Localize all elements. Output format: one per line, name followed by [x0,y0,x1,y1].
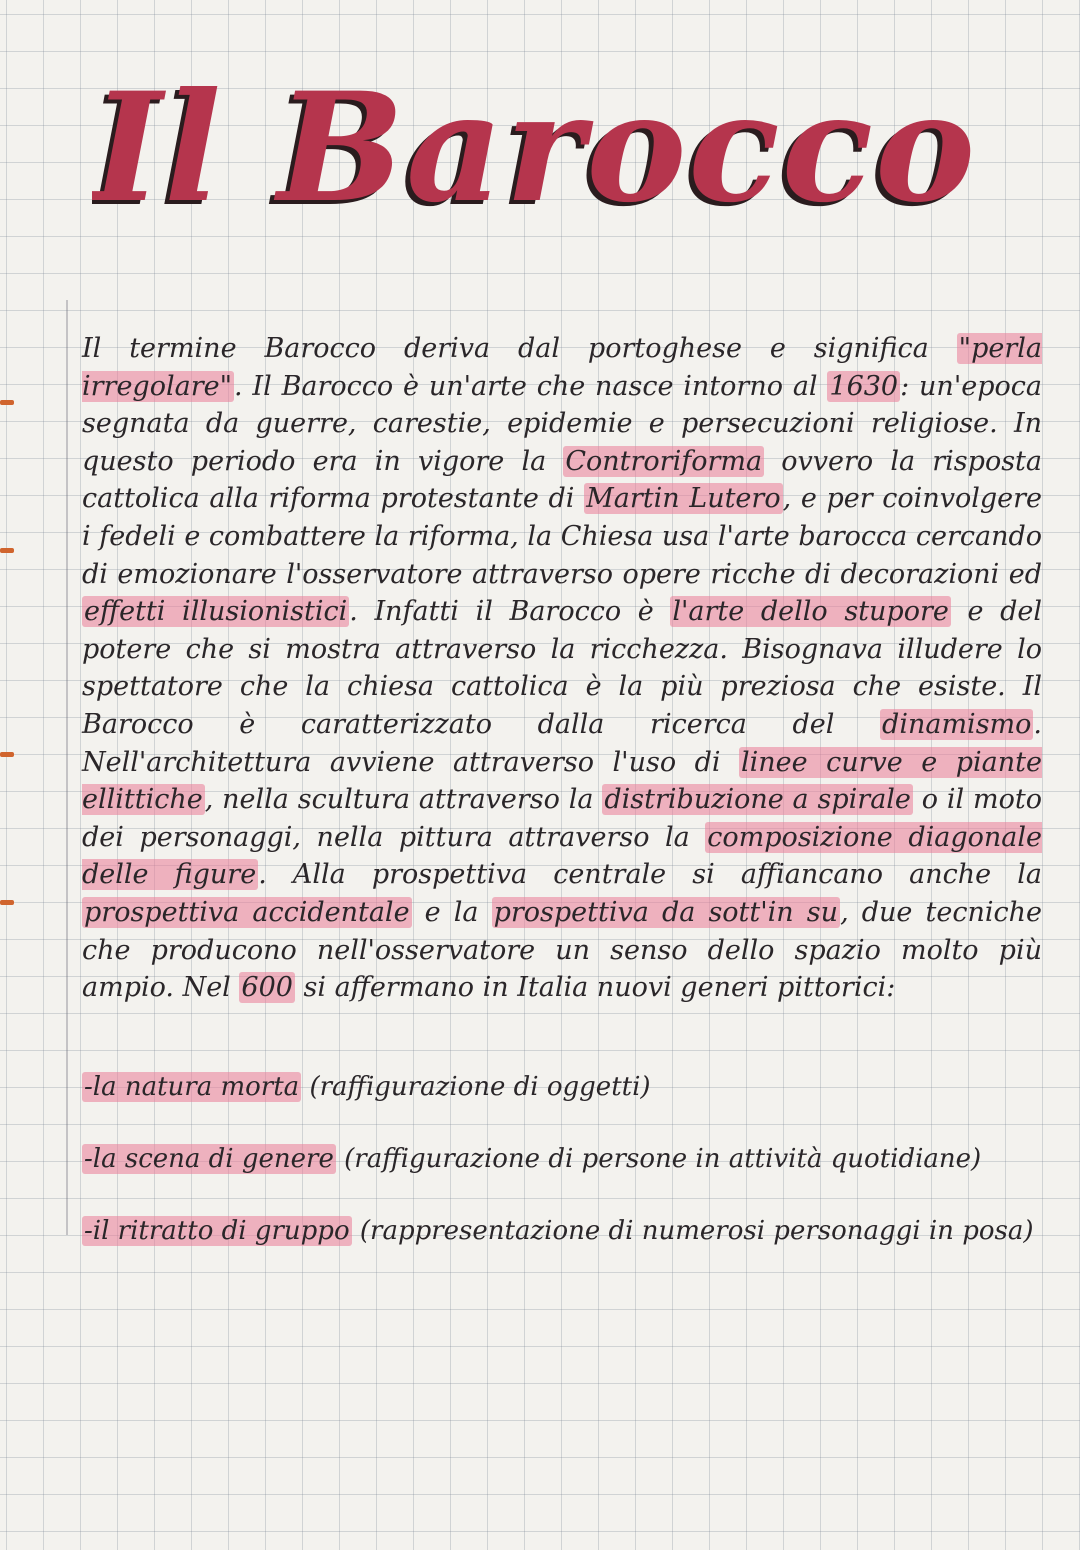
highlighted-term: Martin Lutero [586,483,781,515]
text-segment: si affermano in Italia nuovi generi pittorici: [294,972,896,1004]
highlighted-term: prospettiva accidentale [84,896,410,928]
genre-description: (raffigurazione di persone in attività quotidiane) [335,1144,982,1174]
highlighted-term: linee curve e piante ellittiche [82,746,1042,816]
highlighted-term: distribuzione a spirale [604,784,911,816]
highlighted-term: Controriforma [565,445,763,477]
highlighted-term: 1630 [829,370,899,402]
highlighted-term: "perla irregolare" [82,333,1042,402]
notebook-margin-line [66,300,68,1235]
genre-item-scena-di-genere [82,1139,1052,1179]
text-segment: . Alla prospettiva centrale si affiancano anche la [258,859,1042,891]
edge-marker [0,752,14,757]
highlighted-term: effetti illusionistici [84,596,348,628]
highlighted-term: dinamismo [882,708,1032,740]
highlighted-term: prospettiva da sott'in su [493,896,839,928]
genre-description: (raffigurazione di oggetti) [301,1072,651,1102]
text-segment: e del potere che si mostra attraverso la ricchezza. Bisognava illudere lo spettatore che la chiesa cattolica è la più preziosa che esiste. Il Barocco è caratterizzato dalla ricerca del [82,596,1043,740]
genre-item-natura-morta [82,1067,1052,1107]
text-segment: e la [411,896,492,928]
body-paragraph [82,330,1042,1007]
genre-name: -la scena di genere [84,1144,334,1174]
text-segment: , nella scultura attraverso la [204,784,603,816]
highlighted-term: l'arte dello stupore [672,596,949,628]
edge-marker [0,400,14,405]
text-segment: , e per coinvolgere i fedeli e combattere la riforma, la Chiesa usa l'arte barocca cercando di emozionare l'osservatore attraverso opere ricche di decorazioni ed [82,483,1042,590]
text-segment: . Infatti il Barocco è [349,596,671,628]
page-title: Il Barocco [92,60,978,236]
genre-name: -il ritratto di gruppo [84,1216,350,1246]
genre-item-ritratto-di-gruppo [82,1211,1052,1251]
text-segment: ovvero la risposta cattolica alla riforma protestante di [82,445,1042,515]
text-segment: Il termine Barocco deriva dal portoghese e significa [82,333,957,364]
genre-name: -la natura morta [84,1072,300,1102]
text-segment: , due tecniche che producono nell'osservatore un senso dello spazio molto più ampio. Nel [82,896,1042,1004]
text-segment: : un'epoca segnata da guerre, carestie, epidemie e persecuzioni religiose. In questo periodo era in vigore la [82,370,1042,477]
genre-description: (rappresentazione di numerosi personaggi in posa) [351,1216,1034,1246]
text-segment: . Il Barocco è un'arte che nasce intorno al [234,370,828,402]
text-segment: o il moto dei personaggi, nella pittura attraverso la [82,784,1042,853]
highlighted-term: 600 [241,972,293,1004]
edge-marker [0,548,14,553]
edge-marker [0,900,14,905]
text-segment: . Nell'architettura avviene attraverso l'uso di [82,708,1042,778]
highlighted-term: composizione diagonale delle figure [82,821,1042,891]
